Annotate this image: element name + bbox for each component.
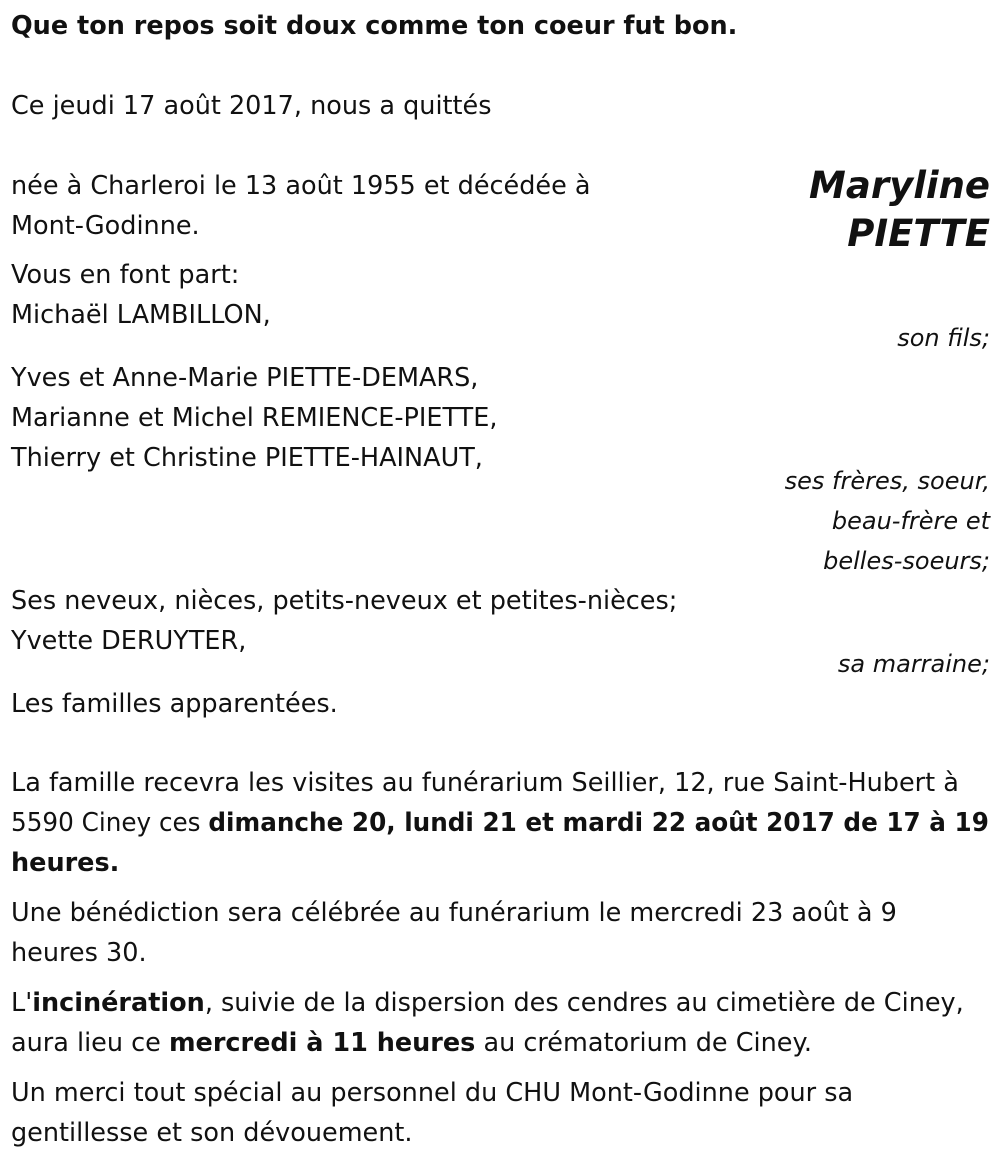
- siblings-role-3: belles-soeurs;: [823, 547, 990, 575]
- visits-line-1: La famille recevra les visites au funérarium Seillier, 12, rue Saint-Hubert à: [11, 768, 959, 798]
- cremation-line-1: L'incinération, suivie de la dispersion des cendres au cimetière de Ciney,: [11, 988, 964, 1018]
- nephews: Ses neveux, nièces, petits-neveux et petites-nièces;: [11, 586, 678, 616]
- sibling-3: Thierry et Christine PIETTE-HAINAUT,: [11, 443, 483, 473]
- visits-line-3: heures.: [11, 848, 120, 878]
- announcers-intro: Vous en font part:: [11, 260, 240, 290]
- deceased-last-name: PIETTE: [847, 212, 990, 255]
- sibling-1: Yves et Anne-Marie PIETTE-DEMARS,: [11, 363, 479, 393]
- thanks-line-1: Un merci tout spécial au personnel du CHU Mont-Godinne pour sa: [11, 1078, 854, 1108]
- siblings-role-1: ses frères, soeur,: [784, 467, 990, 495]
- visits-line-2: 5590 Ciney ces dimanche 20, lundi 21 et mardi 22 août 2017 de 17 à 19: [11, 808, 989, 838]
- son-name: Michaël LAMBILLON,: [11, 300, 271, 330]
- deceased-first-name: Maryline: [809, 164, 990, 207]
- cremation-line-2: aura lieu ce mercredi à 11 heures au crématorium de Ciney.: [11, 1028, 813, 1058]
- godmother-name: Yvette DERUYTER,: [11, 626, 247, 656]
- blessing-line-1: Une bénédiction sera célébrée au funérarium le mercredi 23 août à 9: [11, 898, 897, 928]
- epitaph: Que ton repos soit doux comme ton coeur fut bon.: [11, 11, 738, 41]
- blessing-line-2: heures 30.: [11, 938, 147, 968]
- birth-line-2: Mont-Godinne.: [11, 211, 200, 241]
- godmother-role: sa marraine;: [837, 650, 990, 678]
- siblings-role-2: beau-frère et: [831, 507, 990, 535]
- announcement: Ce jeudi 17 août 2017, nous a quittés: [11, 91, 492, 121]
- sibling-2: Marianne et Michel REMIENCE-PIETTE,: [11, 403, 498, 433]
- thanks-line-2: gentillesse et son dévouement.: [11, 1118, 413, 1148]
- birth-line-1: née à Charleroi le 13 août 1955 et décédée à: [11, 171, 591, 201]
- son-role: son fils;: [897, 324, 990, 352]
- families: Les familles apparentées.: [11, 689, 338, 719]
